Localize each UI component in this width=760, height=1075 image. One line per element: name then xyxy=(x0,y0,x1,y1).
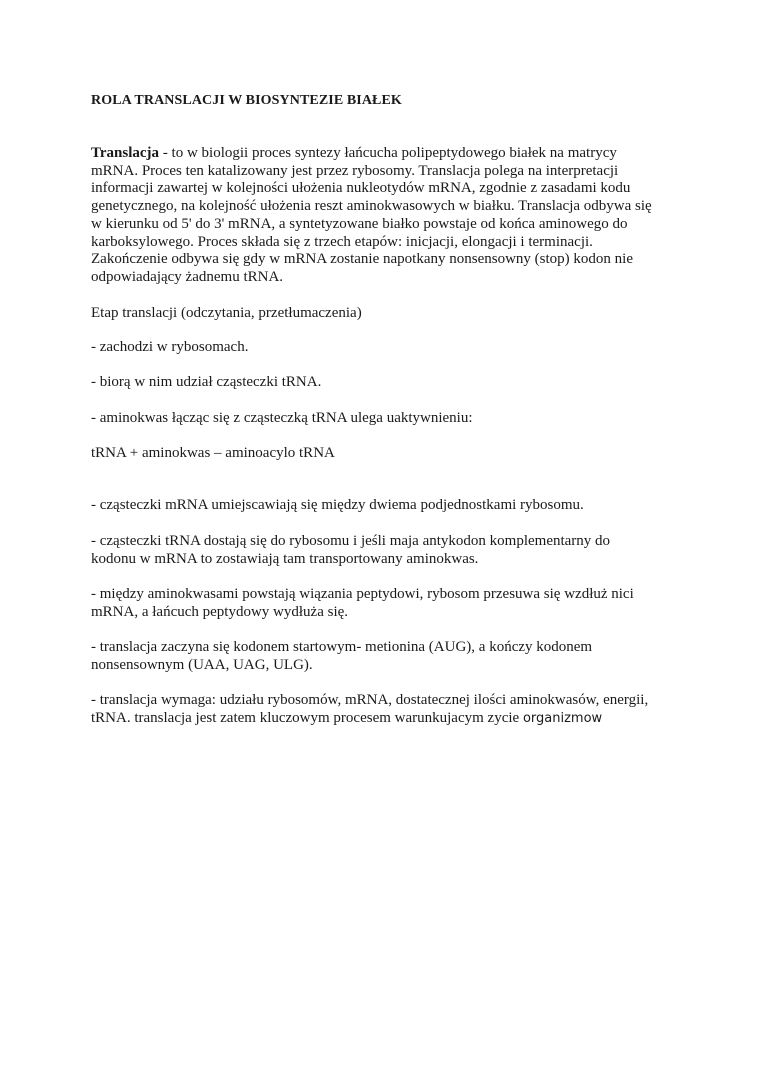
intro-line: w kierunku od 5' do 3' mRNA, a syntetyzowane białko powstaje od końca aminowego do xyxy=(91,215,628,232)
text-segment-sans: organizmow xyxy=(522,710,603,726)
intro-line-text: - to w biologii proces syntezy łańcucha polipeptydowego białek na matrycy xyxy=(159,145,617,161)
text-line: - translacja wymaga: udziału rybosomów, mRNA, dostatecznej ilości aminokwasów, energii, xyxy=(91,692,649,708)
intro-line xyxy=(91,145,681,163)
intro-line: mRNA. Proces ten katalizowany jest przez rybosomy. Translacja polega na interpretacji xyxy=(91,162,619,179)
paragraph-activation: - aminokwas łącząc się z cząsteczką tRNA ulega uaktywnieniu: xyxy=(91,410,473,426)
intro-line: odpowiadający żadnemu tRNA. xyxy=(91,268,284,285)
intro-term: Translacja xyxy=(91,145,160,161)
paragraph-peptide-bonds xyxy=(91,586,681,621)
intro-line: karboksylowego. Proces składa się z trzech etapów: inicjacji, elongacji i terminacji. xyxy=(91,233,593,250)
paragraph-equation: tRNA + aminokwas – aminoacylo tRNA xyxy=(91,445,335,461)
stage-heading: Etap translacji (odczytania, przetłumaczenia) xyxy=(91,305,362,321)
text-line: - między aminokwasami powstają wiązania peptydowi, rybosom przesuwa się wzdłuż nici xyxy=(91,586,634,602)
paragraph-requirements xyxy=(91,692,681,727)
text-segment: tRNA. translacja jest zatem kluczowym procesem warunkujacym zycie xyxy=(91,709,523,726)
text-line: kodonu w mRNA to zostawiają tam transportowany aminokwas. xyxy=(91,550,479,567)
paragraph-trna: - biorą w nim udział cząsteczki tRNA. xyxy=(91,374,322,390)
text-line: nonsensownym (UAA, UAG, ULG). xyxy=(91,656,313,673)
paragraph-ribosomes: - zachodzi w rybosomach. xyxy=(91,339,249,355)
intro-line: genetycznego, na kolejność ułożenia reszt aminokwasowych w białku. Translacja odbywa się xyxy=(91,198,652,215)
intro-line: Zakończenie odbywa się gdy w mRNA zostanie napotkany nonsensowny (stop) kodon nie xyxy=(91,251,633,268)
intro-paragraph xyxy=(91,145,681,287)
text-line: - translacja zaczyna się kodonem startowym- metionina (AUG), a kończy kodonem xyxy=(91,639,593,655)
document-title: ROLA TRANSLACJI W BIOSYNTEZIE BIAŁEK xyxy=(91,93,402,108)
paragraph-anticodon xyxy=(91,533,681,568)
paragraph-mrna: - cząsteczki mRNA umiejscawiają się między dwiema podjednostkami rybosomu. xyxy=(91,497,584,513)
text-line: mRNA, a łańcuch peptydowy wydłuża się. xyxy=(91,603,349,620)
intro-line: informacji zawartej w kolejności ułożenia nukleotydów mRNA, zgodnie z zasadami kodu xyxy=(91,180,631,197)
paragraph-codons xyxy=(91,639,681,674)
text-line xyxy=(91,710,681,728)
text-line: - cząsteczki tRNA dostają się do rybosomu i jeśli maja antykodon komplementarny do xyxy=(91,533,611,549)
